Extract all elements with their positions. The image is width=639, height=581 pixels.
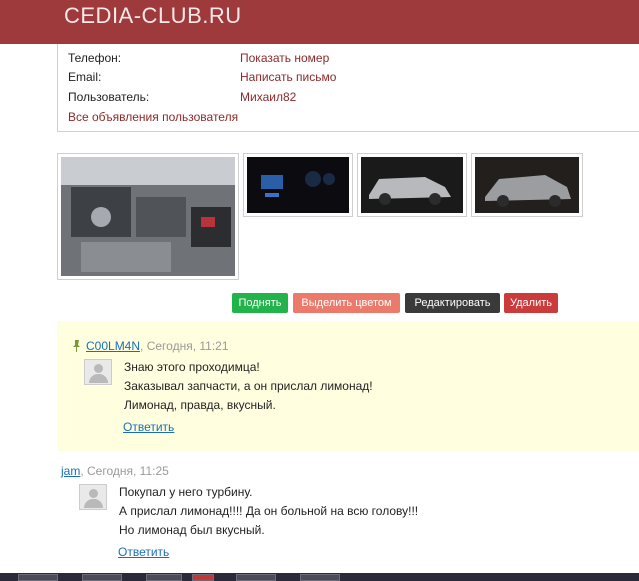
comment-2-avatar (79, 484, 107, 510)
engine-photo-image (61, 157, 235, 276)
taskbar-browser-icon[interactable] (192, 574, 214, 581)
dashboard-photo-image (247, 157, 349, 213)
comment-2-line-1: Покупал у него турбину. (119, 485, 253, 499)
taskbar-button[interactable] (82, 574, 122, 581)
comment-1-header (86, 339, 229, 353)
site-header (0, 0, 639, 44)
taskbar-button[interactable] (236, 574, 276, 581)
raise-button[interactable]: Поднять (232, 293, 288, 313)
taskbar-button[interactable] (146, 574, 182, 581)
edit-button[interactable]: Редактировать (405, 293, 500, 313)
delete-button[interactable]: Удалить (504, 293, 558, 313)
show-phone-link[interactable]: Показать номер (240, 51, 330, 65)
comment-2-reply-link[interactable]: Ответить (118, 545, 170, 559)
user-profile-link[interactable]: Михаил82 (240, 90, 297, 104)
write-email-link[interactable]: Написать письмо (240, 70, 337, 84)
photo-dashboard[interactable] (243, 153, 353, 217)
comment-2-line-2: А прислал лимонад!!!! Да он больной на всю голову!!! (119, 504, 419, 518)
pin-icon (72, 339, 82, 353)
comment-1-line-2: Заказывал запчасти, а он прислал лимонад! (124, 379, 373, 393)
comment-1-text (124, 358, 373, 415)
photo-car-rear[interactable] (357, 153, 467, 217)
comment-2-text (119, 483, 418, 540)
all-user-ads-link[interactable]: Все объявления пользователя (68, 110, 239, 124)
photo-engine[interactable] (57, 153, 239, 280)
seller-info-panel (57, 44, 639, 132)
comment-1-avatar (84, 359, 112, 385)
user-label: Пользователь: (68, 90, 150, 104)
comment-2-header (61, 464, 169, 478)
comment-1-reply-link[interactable]: Ответить (123, 420, 175, 434)
car-rear-photo-image (361, 157, 463, 213)
comment-2-time: , Сегодня, 11:25 (80, 464, 169, 478)
comment-1-line-3: Лимонад, правда, вкусный. (124, 398, 276, 412)
highlight-button[interactable]: Выделить цветом (293, 293, 400, 313)
email-label: Email: (68, 70, 102, 84)
phone-label: Телефон: (68, 51, 122, 65)
taskbar-button[interactable] (18, 574, 58, 581)
os-taskbar (0, 573, 639, 581)
comment-2-author[interactable]: jam (61, 464, 81, 478)
comment-1-time: , Сегодня, 11:21 (140, 339, 229, 353)
comment-1-line-1: Знаю этого проходимца! (124, 360, 260, 374)
taskbar-button[interactable] (300, 574, 340, 581)
comment-1-author[interactable]: C00LM4N (86, 339, 141, 353)
comment-2-line-3: Но лимонад был вкусный. (119, 523, 265, 537)
photo-car-front[interactable] (471, 153, 583, 217)
car-front-photo-image (475, 157, 579, 213)
site-logo[interactable]: CEDIA-CLUB.RU (64, 3, 242, 28)
